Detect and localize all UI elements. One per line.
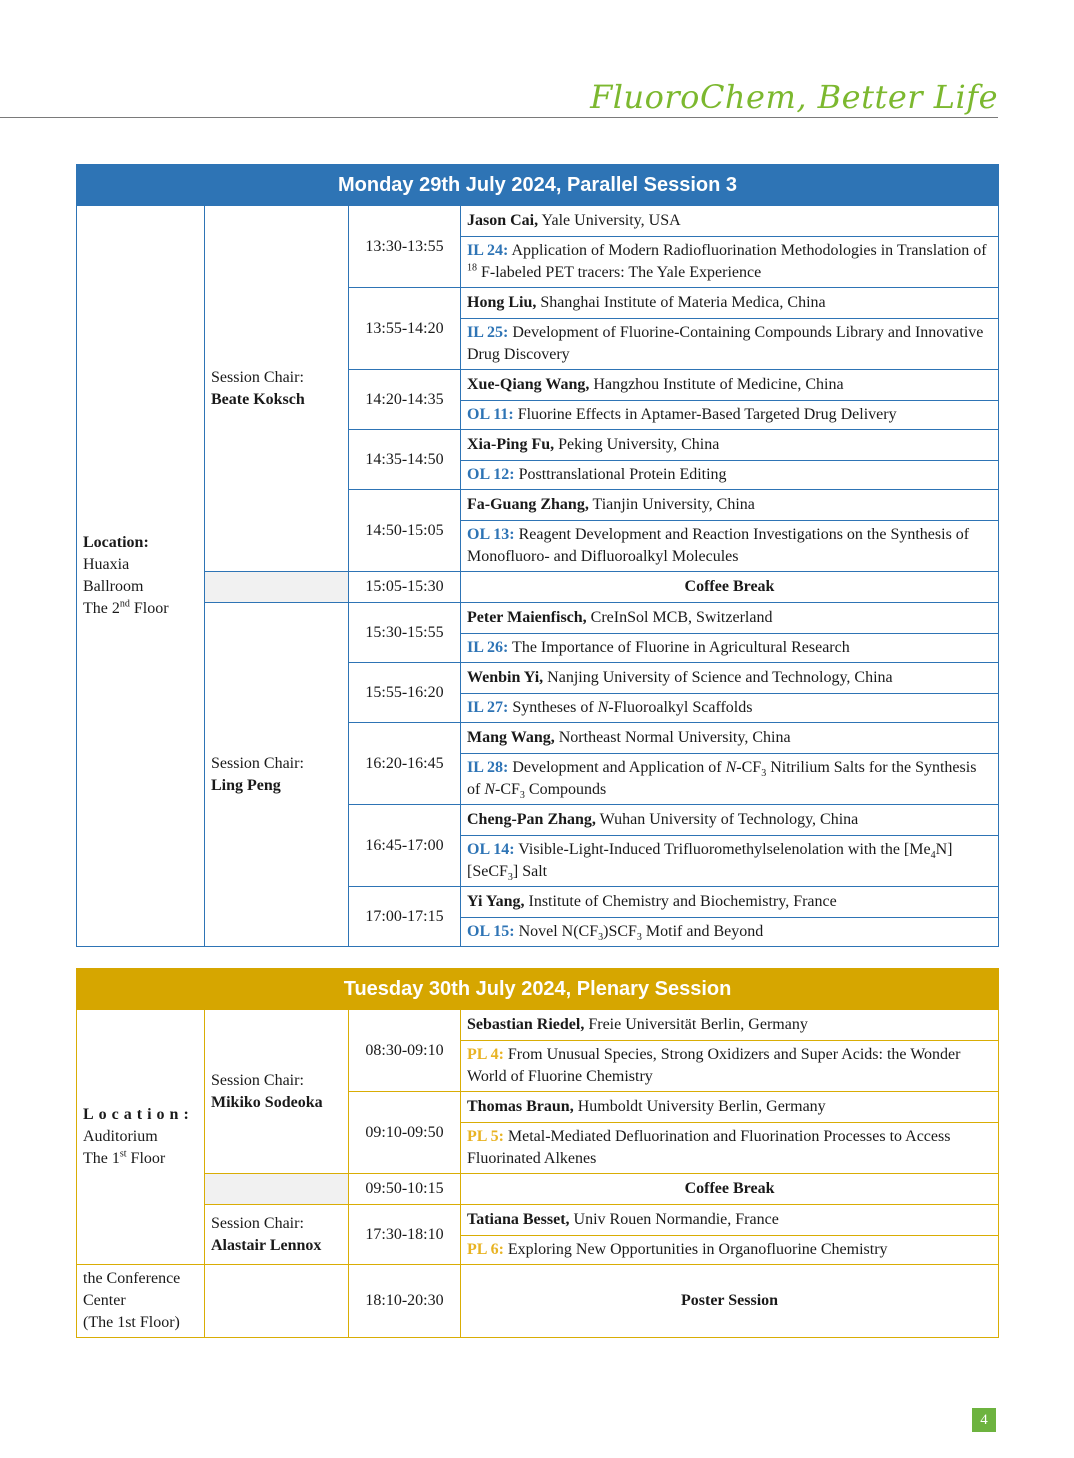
talk-title: OL 11: Fluorine Effects in Aptamer-Based Targeted Drug Delivery: [461, 401, 999, 430]
poster-chair-blank: [205, 1265, 349, 1338]
speaker-cell: Jason Cai, Yale University, USA: [461, 206, 999, 237]
speaker-cell: Wenbin Yi, Nanjing University of Science and Technology, China: [461, 663, 999, 694]
chair-name: Mikiko Sodeoka: [211, 1093, 323, 1111]
location-label: Location:: [83, 1106, 194, 1123]
break-label: Coffee Break: [461, 1174, 999, 1205]
session1-table: [76, 164, 999, 947]
chair-label: Session Chair:: [211, 1071, 304, 1089]
speaker-cell: Sebastian Riedel, Freie Universität Berlin, Germany: [461, 1010, 999, 1041]
session2-table: [76, 968, 999, 1338]
chair-label: Session Chair:: [211, 368, 304, 386]
location-line: Huaxia: [83, 556, 130, 573]
poster-label: Poster Session: [461, 1265, 999, 1338]
speaker-cell: Cheng-Pan Zhang, Wuhan University of Technology, China: [461, 805, 999, 836]
talk-title: PL 5: Metal-Mediated Defluorination and Fluorination Processes to Access Fluorinated Alkenes: [461, 1123, 999, 1174]
time-slot: 14:20-14:35: [349, 370, 461, 430]
table-row: [77, 603, 999, 634]
location-line: Auditorium: [83, 1128, 158, 1145]
session-chair-3: [205, 1010, 349, 1174]
session1-title: Monday 29th July 2024, Parallel Session 3: [77, 165, 999, 206]
coffee-break-row: [77, 1174, 999, 1205]
break-label: Coffee Break: [461, 572, 999, 603]
speaker-cell: Xia-Ping Fu, Peking University, China: [461, 430, 999, 461]
speaker-cell: Tatiana Besset, Univ Rouen Normandie, France: [461, 1205, 999, 1236]
time-slot: 14:50-15:05: [349, 490, 461, 572]
poster-time: 18:10-20:30: [349, 1265, 461, 1338]
poster-location: the Conference Center (The 1st Floor): [77, 1265, 205, 1338]
session-chair-2: [205, 603, 349, 947]
talk-title: IL 25: Development of Fluorine-Containing Compounds Library and Innovative Drug Discovery: [461, 319, 999, 370]
time-slot: 13:30-13:55: [349, 206, 461, 288]
session2-title: Tuesday 30th July 2024, Plenary Session: [77, 969, 999, 1010]
chair-label: Session Chair:: [211, 754, 304, 772]
session-chair-4: [205, 1205, 349, 1265]
time-slot: 17:30-18:10: [349, 1205, 461, 1265]
location-label: Location:: [83, 534, 149, 551]
chair-label: Session Chair:: [211, 1214, 304, 1232]
time-slot: 13:55-14:20: [349, 288, 461, 370]
time-slot: 15:55-16:20: [349, 663, 461, 723]
chair-name: Alastair Lennox: [211, 1236, 322, 1254]
time-slot: 09:10-09:50: [349, 1092, 461, 1174]
speaker-cell: Fa-Guang Zhang, Tianjin University, China: [461, 490, 999, 521]
speaker-cell: Peter Maienfisch, CreInSol MCB, Switzerland: [461, 603, 999, 634]
break-time: 15:05-15:30: [349, 572, 461, 603]
time-slot: 16:45-17:00: [349, 805, 461, 887]
speaker-cell: Yi Yang, Institute of Chemistry and Biochemistry, France: [461, 887, 999, 918]
table-row: [77, 1205, 999, 1236]
table-row: [77, 1010, 999, 1041]
location-floor: The 2nd Floor: [83, 598, 169, 617]
break-blank: [205, 1174, 349, 1205]
speaker-cell: Hong Liu, Shanghai Institute of Materia Medica, China: [461, 288, 999, 319]
talk-title: OL 12: Posttranslational Protein Editing: [461, 461, 999, 490]
speaker-cell: Mang Wang, Northeast Normal University, China: [461, 723, 999, 754]
brand-slogan: FluoroChem, Better Life: [590, 78, 998, 116]
chair-name: Beate Koksch: [211, 390, 305, 408]
header-rule: [0, 117, 998, 118]
talk-title: OL 14: Visible-Light-Induced Trifluoromethylselenolation with the $[Me_4N][SeCF_3]$ Salt: [461, 836, 999, 887]
poster-row: [77, 1265, 999, 1338]
talk-title: OL 13: Reagent Development and Reaction Investigations on the Synthesis of Monofluoro- and Difluoroalkyl Molecules: [461, 521, 999, 572]
location-floor: The 1st Floor: [83, 1148, 166, 1167]
talk-title: PL 4: From Unusual Species, Strong Oxidizers and Super Acids: the Wonder World of Fluorine Chemistry: [461, 1041, 999, 1092]
talk-title: PL 6: Exploring New Opportunities in Organofluorine Chemistry: [461, 1236, 999, 1265]
speaker-cell: Xue-Qiang Wang, Hangzhou Institute of Medicine, China: [461, 370, 999, 401]
time-slot: 14:35-14:50: [349, 430, 461, 490]
time-slot: 16:20-16:45: [349, 723, 461, 805]
time-slot: 17:00-17:15: [349, 887, 461, 947]
time-slot: 15:30-15:55: [349, 603, 461, 663]
talk-title: IL 27: Syntheses of N-Fluoroalkyl Scaffolds: [461, 694, 999, 723]
location-line: Ballroom: [83, 578, 144, 595]
talk-title: IL 26: The Importance of Fluorine in Agricultural Research: [461, 634, 999, 663]
talk-title: IL 24: Application of Modern Radiofluorination Methodologies in Translation of $^{18}$ F-labeled PET tracers: The Yale Experience: [461, 237, 999, 288]
session-chair-1: [205, 206, 349, 572]
session1-location: [77, 206, 205, 947]
session2-location: [77, 1010, 205, 1265]
speaker-cell: Thomas Braun, Humboldt University Berlin, Germany: [461, 1092, 999, 1123]
break-blank: [205, 572, 349, 603]
coffee-break-row: [77, 572, 999, 603]
chair-name: Ling Peng: [211, 776, 281, 794]
time-slot: 08:30-09:10: [349, 1010, 461, 1092]
table-row: [77, 206, 999, 237]
talk-title: IL 28: Development and Application of $N-CF_3$ Nitrilium Salts for the Synthesis of $N-CF_3$ Compounds: [461, 754, 999, 805]
page-number-badge: 4: [972, 1408, 996, 1432]
talk-title: OL 15: Novel $N(CF_3)SCF_3$ Motif and Beyond: [461, 918, 999, 947]
break-time: 09:50-10:15: [349, 1174, 461, 1205]
